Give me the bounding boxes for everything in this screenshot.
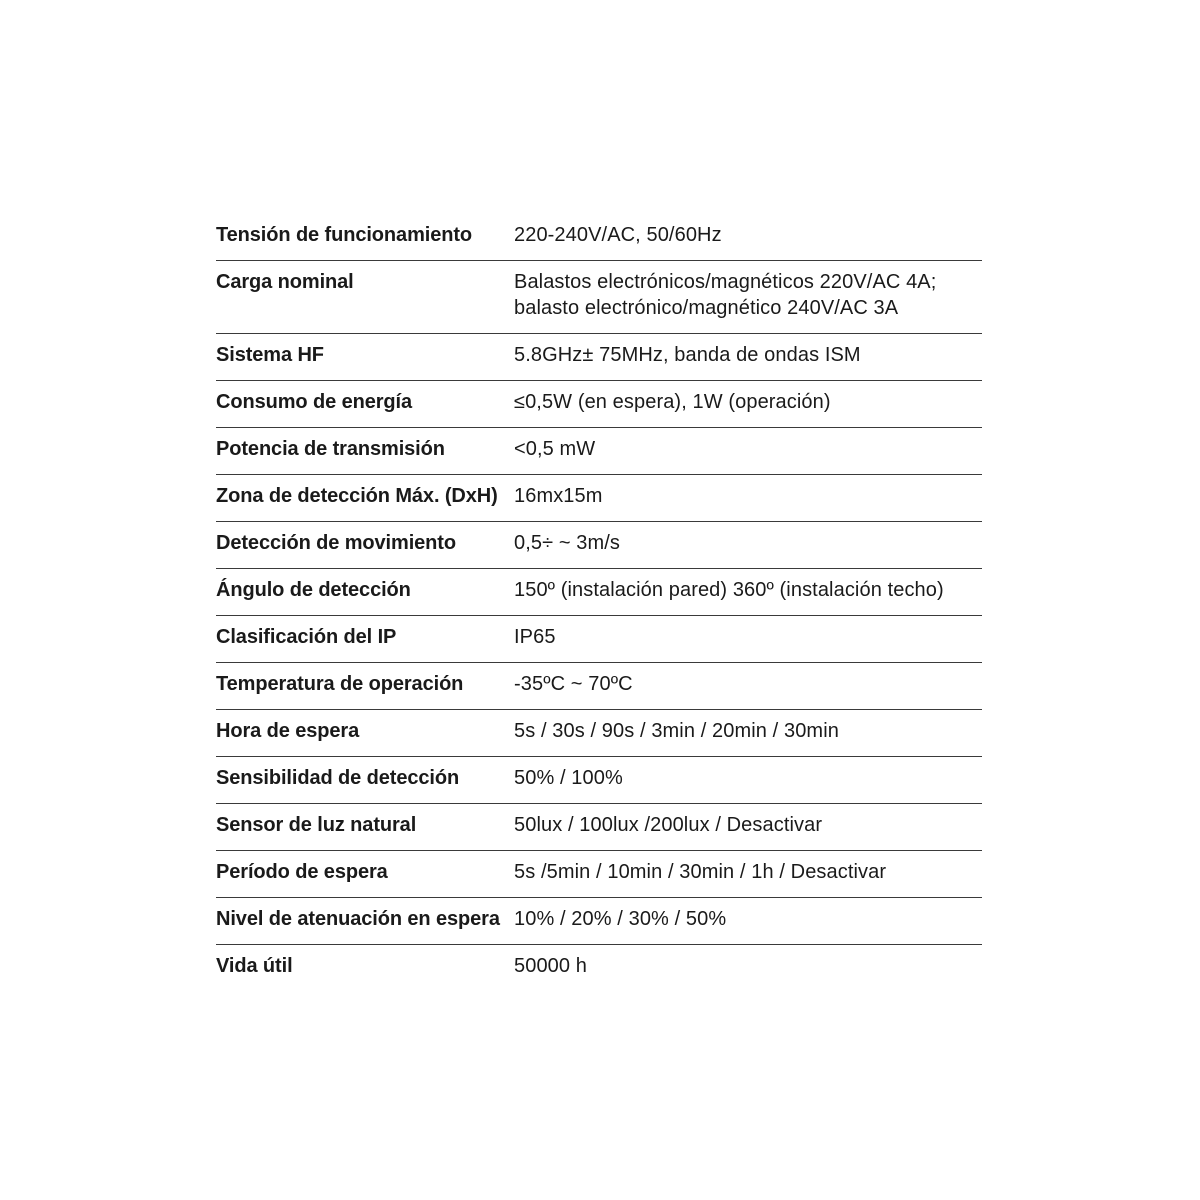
spec-row-power-consumption: [216, 381, 982, 428]
spec-label: Consumo de energía: [216, 391, 413, 413]
spec-row-motion-detection: [216, 522, 982, 569]
spec-label: Ángulo de detección: [216, 579, 411, 601]
spec-value: ≤0,5W (en espera), 1W (operación): [514, 391, 831, 413]
spec-label: Detección de movimiento: [216, 532, 456, 554]
spec-row-daylight-sensor: [216, 804, 982, 851]
spec-label: Período de espera: [216, 861, 388, 883]
spec-row-lifespan: [216, 945, 982, 992]
spec-value: 150º (instalación pared) 360º (instalación techo): [514, 579, 944, 601]
spec-value: 220-240V/AC, 50/60Hz: [514, 224, 722, 246]
spec-label: Tensión de funcionamiento: [216, 224, 473, 246]
spec-label: Sistema HF: [216, 344, 324, 366]
spec-row-detection-angle: [216, 569, 982, 616]
spec-value: <0,5 mW: [514, 438, 596, 460]
spec-row-detection-zone: [216, 475, 982, 522]
spec-value: -35ºC ~ 70ºC: [514, 673, 633, 695]
spec-row-operating-temperature: [216, 663, 982, 710]
spec-value: 0,5÷ ~ 3m/s: [514, 532, 621, 554]
spec-value: 50lux / 100lux /200lux / Desactivar: [514, 814, 823, 836]
spec-value: 5s / 30s / 90s / 3min / 20min / 30min: [514, 720, 839, 742]
spec-value: IP65: [514, 626, 556, 648]
spec-row-ip-rating: [216, 616, 982, 663]
spec-label: Carga nominal: [216, 271, 354, 293]
spec-table: [216, 214, 982, 991]
spec-label: Clasificación del IP: [216, 626, 397, 648]
spec-value: 50000 h: [514, 955, 587, 977]
spec-value: 5.8GHz± 75MHz, banda de ondas ISM: [514, 344, 861, 366]
spec-row-hold-time: [216, 710, 982, 757]
spec-value: 16mx15m: [514, 485, 603, 507]
spec-label: Sensor de luz natural: [216, 814, 417, 836]
spec-label: Vida útil: [216, 955, 293, 977]
spec-row-standby-dimming-level: [216, 898, 982, 945]
spec-label: Zona de detección Máx. (DxH): [216, 485, 498, 507]
spec-row-standby-period: [216, 851, 982, 898]
spec-row-detection-sensitivity: [216, 757, 982, 804]
spec-row-hf-system: [216, 334, 982, 381]
spec-label: Nivel de atenuación en espera: [216, 908, 500, 930]
spec-table-body: [216, 214, 982, 991]
spec-value: 10% / 20% / 30% / 50%: [514, 908, 727, 930]
spec-value: 5s /5min / 10min / 30min / 1h / Desactivar: [514, 861, 887, 883]
spec-row-rated-load: [216, 261, 982, 334]
spec-label: Sensibilidad de detección: [216, 767, 460, 789]
spec-row-operating-voltage: [216, 214, 982, 261]
spec-value: 50% / 100%: [514, 767, 623, 789]
spec-label: Hora de espera: [216, 720, 360, 742]
spec-label: Potencia de transmisión: [216, 438, 445, 460]
spec-label: Temperatura de operación: [216, 673, 464, 695]
spec-value: Balastos electrónicos/magnéticos 220V/AC 4A; balasto electrónico/magnético 240V/AC 3A: [514, 271, 937, 319]
spec-row-transmission-power: [216, 428, 982, 475]
